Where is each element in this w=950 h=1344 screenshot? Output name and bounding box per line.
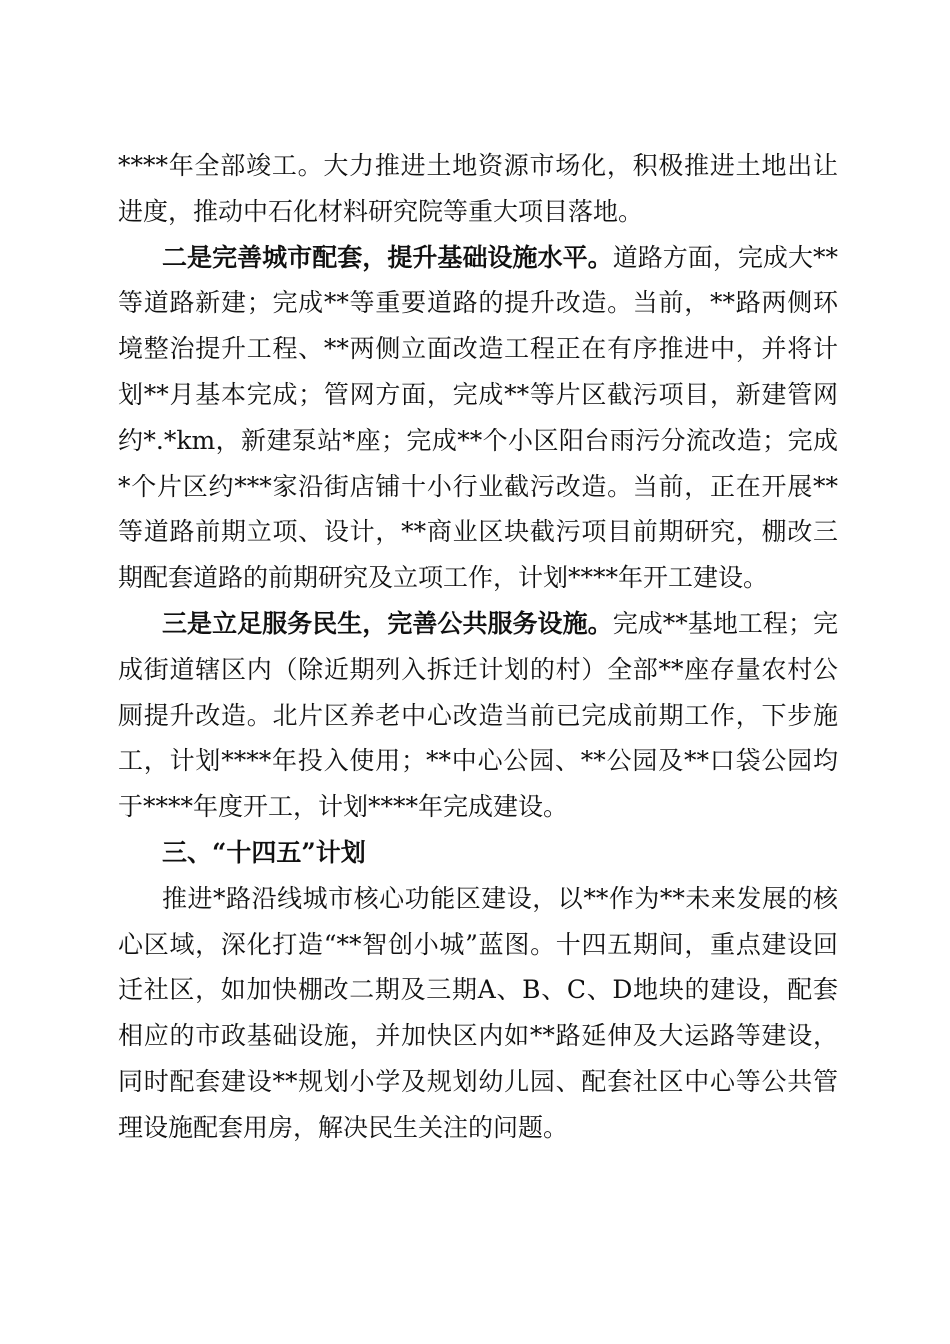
paragraph-body: 完成**基地工程；完成街道辖区内（除近期列入拆迁计划的村）全部**座存量农村公厕提升改造。北片区养老中心改造当前已完成前期工作，下步施工，计划****年投入使用；**中心公园、**公园及**口袋公园均于****年度开工，计划****年完成建设。 bbox=[118, 608, 838, 822]
section-heading: 三、“十四五”计划 bbox=[162, 837, 366, 867]
section-body: 推进*路沿线城市核心功能区建设，以**作为**未来发展的核心区域，深化打造“**智创小城”蓝图。十四五期间，重点建设回迁社区，如加快棚改二期及三期A、B、C、D地块的建设，配套相应的市政基础设施，并加快区内如**路延伸及大运路等建设，同时配套建设**规划小学及规划幼儿园、配套社区中心等公共管理设施配套用房，解决民生关注的问题。 bbox=[118, 883, 838, 1142]
paragraph-body: 道路方面，完成大**等道路新建；完成**等重要道路的提升改造。当前，**路两侧环境整治提升工程、**两侧立面改造工程正在有序推进中，并将计划**月基本完成；管网方面，完成**等片区截污项目，新建管网约*.*km，新建泵站*座；完成**个小区阳台雨污分流改造；完成*个片区约***家沿街店铺十小行业截污改造。当前，正在开展**等道路前期立项、设计，**商业区块截污项目前期研究，棚改三期配套道路的前期研究及立项工作，计划****年开工建设。 bbox=[118, 242, 838, 593]
paragraph-lead: 二是完善城市配套，提升基础设施水平。 bbox=[162, 242, 613, 272]
document-page bbox=[118, 143, 838, 1151]
paragraph-continuation bbox=[118, 143, 838, 235]
paragraph-public-services bbox=[118, 601, 838, 830]
paragraph-lead: 三是立足服务民生，完善公共服务设施。 bbox=[162, 608, 613, 638]
paragraph-infrastructure bbox=[118, 235, 838, 601]
paragraph-body: ****年全部竣工。大力推进土地资源市场化，积极推进土地出让进度，推动中石化材料研究院等重大项目落地。 bbox=[118, 151, 838, 226]
